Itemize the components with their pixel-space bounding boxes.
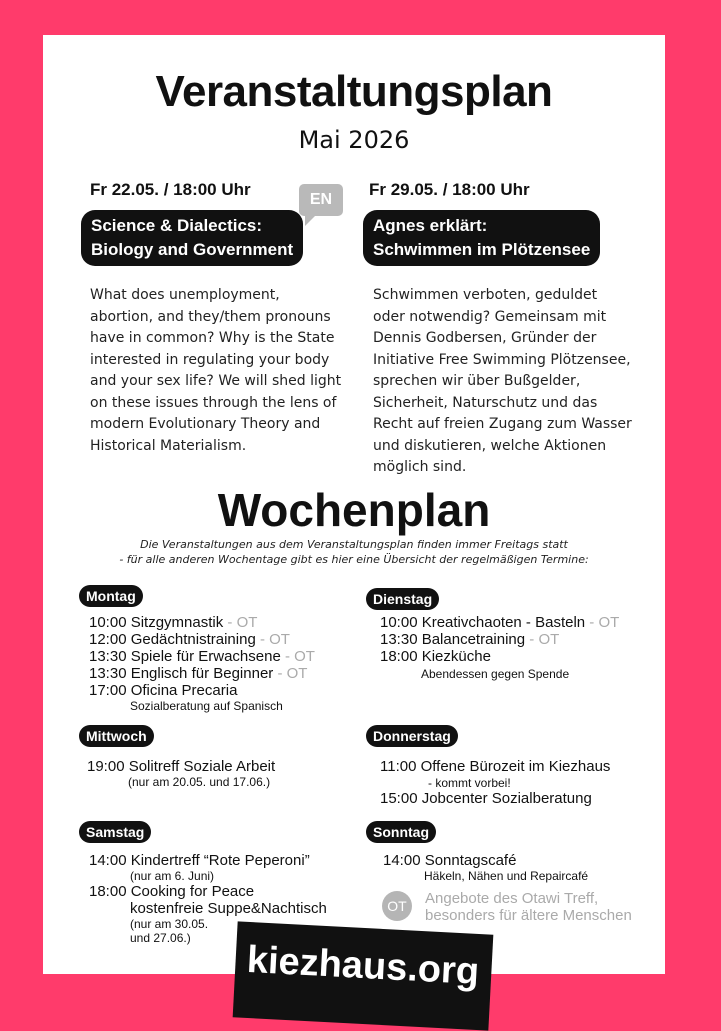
ot-tag: - OT	[585, 614, 620, 631]
list-item: 12:00 Gedächtnistraining - OT	[89, 631, 290, 648]
event-1-desc-line: have in common? Why is the State	[90, 330, 335, 346]
event-2-desc-line: und diskutieren, welche Aktionen	[373, 437, 607, 454]
list-item: 13:30 Balancetraining - OT	[380, 631, 560, 648]
day-label-montag: Montag	[79, 585, 143, 607]
ot-tag: - OT	[525, 631, 560, 648]
event-1-desc-line: on these issues through the lens of	[90, 394, 337, 411]
poster-paper	[43, 35, 665, 974]
list-item: 10:00 Kreativchaoten - Basteln - OT	[380, 614, 620, 631]
list-item: 18:00 Cooking for Peace	[89, 883, 255, 900]
speech-bubble-tail-icon	[305, 216, 315, 226]
day-label-donnerstag: Donnerstag	[366, 725, 458, 747]
ot-tag: - OT	[280, 648, 315, 665]
event-2-desc-line: oder notwendig? Gemeinsam mit	[373, 308, 607, 325]
event-2-desc-line: Initiative Free Swimming Plötzensee,	[373, 351, 631, 368]
event-2-title-line1: Agnes erklärt:	[373, 216, 488, 235]
event-2-desc-line: Sicherheit, Naturschutz und das	[373, 394, 598, 411]
event-2-desc-line: Recht auf freien Zugang zum Wasser	[373, 416, 632, 432]
event-1-title-line2: Biology and Government	[91, 240, 294, 259]
list-item-note: - kommt vorbei!	[428, 776, 511, 790]
list-item: kostenfreie Suppe&Nachtisch	[130, 900, 327, 917]
list-item: 14:00 Sonntagscafé	[383, 852, 517, 869]
list-item: 10:00 Sitzgymnastik - OT	[89, 614, 258, 631]
list-item: 13:30 Englisch für Beginner - OT	[89, 665, 308, 682]
event-1-title-line1: Science & Dialectics:	[91, 216, 263, 235]
event-1-desc-line: What does unemployment,	[90, 287, 280, 303]
event-2-title	[363, 210, 600, 266]
ot-tag: - OT	[273, 665, 308, 682]
event-2-desc-line: möglich sind.	[373, 459, 467, 475]
day-label-dienstag: Dienstag	[366, 588, 439, 610]
list-item-note: (nur am 30.05.	[130, 917, 209, 931]
event-1-title	[81, 210, 303, 266]
day-label-sonntag: Sonntag	[366, 821, 436, 843]
list-item-note: Abendessen gegen Spende	[421, 667, 570, 681]
list-item: 18:00 Kiezküche	[380, 648, 491, 665]
event-1-desc-line: Historical Materialism.	[90, 437, 247, 454]
event-1-date: Fr 22.05. / 18:00 Uhr	[90, 180, 251, 199]
tuesday-schedule	[380, 614, 619, 681]
list-item-note: Häkeln, Nähen und Repaircafé	[424, 869, 589, 883]
list-item-note: Sozialberatung auf Spanisch	[130, 699, 283, 713]
event-2-title-line2: Schwimmen im Plötzensee	[373, 240, 591, 259]
event-2-date: Fr 29.05. / 18:00 Uhr	[369, 180, 530, 199]
list-item-note: (nur am 20.05. und 17.06.)	[128, 775, 271, 789]
event-1-desc-line: interested in regulating your body	[90, 351, 330, 368]
list-item: 13:30 Spiele für Erwachsene - OT	[89, 648, 315, 665]
ot-tag: - OT	[255, 631, 290, 648]
event-1-desc-line: abortion, and they/them pronouns	[90, 308, 331, 325]
english-badge: EN	[299, 184, 343, 216]
week-title: Wochenplan	[217, 484, 491, 536]
ot-tag: - OT	[223, 614, 258, 631]
event-2-description	[373, 285, 663, 479]
list-item-note: (nur am 6. Juni)	[130, 869, 215, 883]
list-item: 19:00 Solitreff Soziale Arbeit	[87, 758, 276, 775]
day-label-samstag: Samstag	[79, 821, 151, 843]
event-1-description	[90, 285, 365, 457]
ot-legend-line: besonders für ältere Menschen	[425, 907, 632, 924]
event-1-desc-line: and your sex life? We will shed light	[90, 373, 342, 389]
page-subtitle: Mai 2026	[298, 126, 410, 154]
footer-website-link[interactable]: kiezhaus.org	[245, 938, 481, 994]
ot-legend-line: Angebote des Otawi Treff,	[425, 890, 599, 907]
ot-legend-icon: OT	[382, 891, 412, 921]
monday-schedule	[89, 614, 315, 713]
day-label-mittwoch: Mittwoch	[79, 725, 154, 747]
list-item: 17:00 Oficina Precaria	[89, 682, 238, 699]
week-note-line1: Die Veranstaltungen aus dem Veranstaltungsplan finden immer Freitags statt	[140, 538, 568, 551]
list-item: 11:00 Offene Bürozeit im Kiezhaus	[380, 758, 611, 775]
page-title: Veranstaltungsplan	[155, 67, 553, 116]
week-note-line2: - für alle anderen Wochentage gibt es hier eine Übersicht der regelmäßigen Termine:	[119, 553, 589, 566]
event-2-desc-line: sprechen wir über Bußgelder,	[373, 373, 581, 389]
list-item: 14:00 Kindertreff “Rote Peperoni”	[89, 852, 310, 869]
event-2-desc-line: Dennis Godbersen, Gründer der	[373, 330, 597, 346]
list-item-note: und 27.06.)	[130, 931, 191, 945]
event-2-desc-line: Schwimmen verboten, geduldet	[373, 287, 598, 303]
ot-legend-text	[425, 890, 632, 924]
event-1-desc-line: modern Evolutionary Theory and	[90, 416, 321, 432]
list-item: 15:00 Jobcenter Sozialberatung	[380, 790, 592, 807]
